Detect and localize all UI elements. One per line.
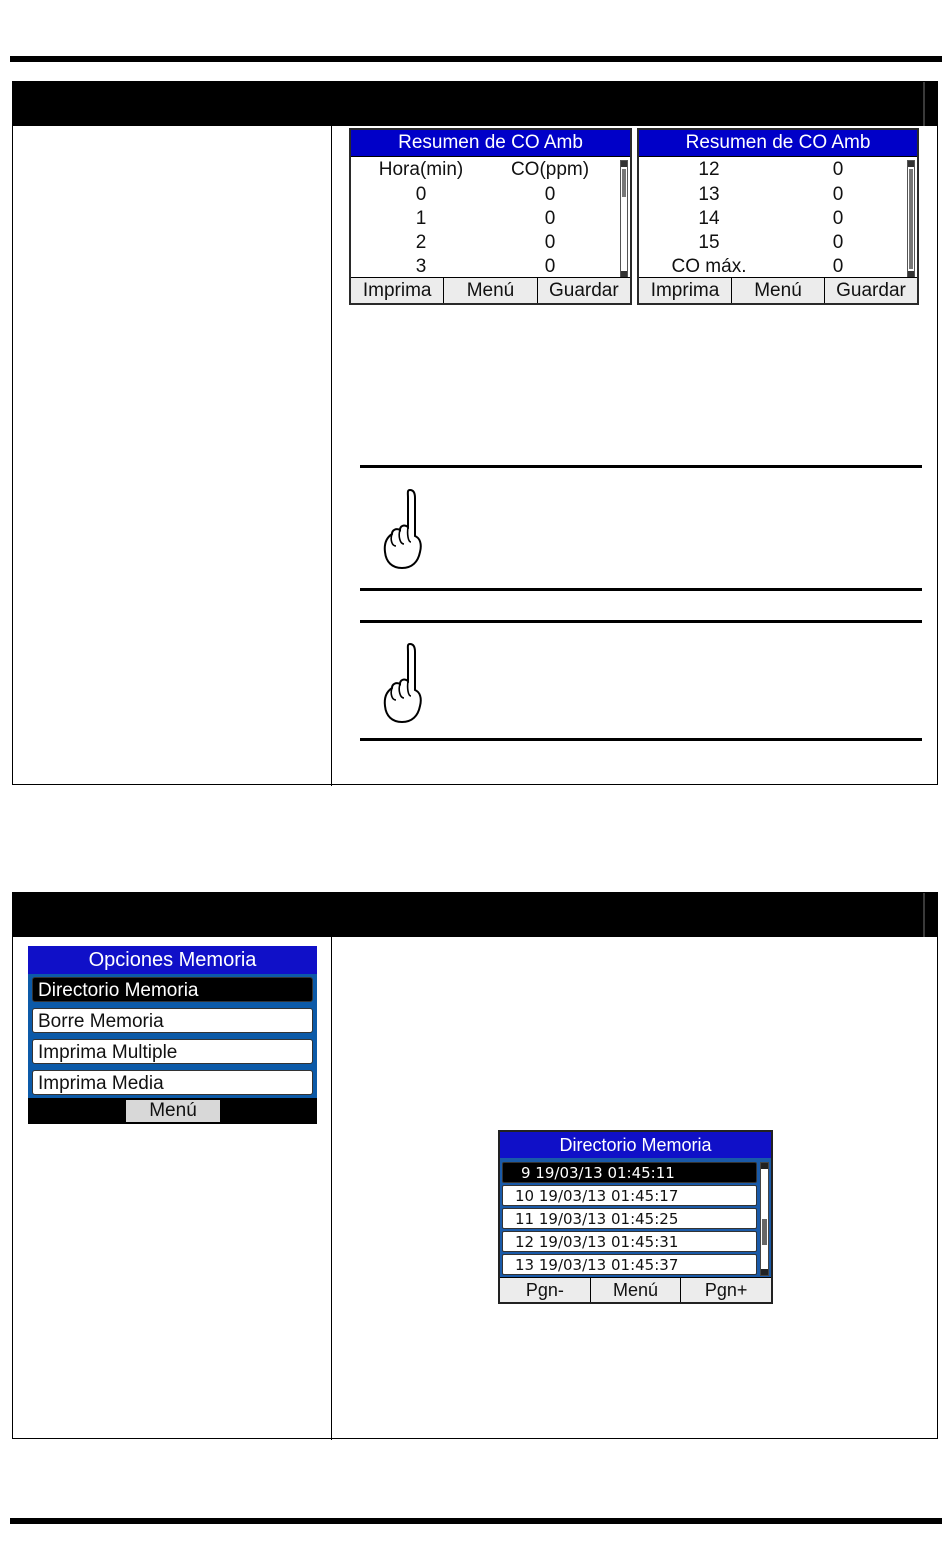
menu-item-imprima-media[interactable]: Imprima Media xyxy=(32,1070,313,1095)
menu-list xyxy=(28,974,317,1098)
list-item[interactable]: 12 19/03/13 01:45:31 xyxy=(502,1231,757,1252)
screen-title: Opciones Memoria xyxy=(28,946,317,974)
screen-title: Resumen de CO Amb xyxy=(639,130,917,157)
pointing-hand-icon xyxy=(380,640,428,726)
memory-directory-screen xyxy=(498,1130,773,1304)
table-row: 15 0 xyxy=(698,232,844,253)
screen-footer xyxy=(351,277,630,303)
menu-item-directorio-memoria[interactable]: Directorio Memoria xyxy=(32,977,313,1002)
table-row: 1 0 xyxy=(415,208,556,229)
page-next-button[interactable]: Pgn+ xyxy=(681,1278,771,1302)
scrollbar[interactable] xyxy=(620,160,628,278)
scrollbar[interactable] xyxy=(907,160,915,278)
menu-button[interactable]: Menú xyxy=(732,278,825,303)
list-item[interactable]: 9 19/03/13 01:45:11 xyxy=(502,1162,757,1183)
screen-title: Resumen de CO Amb xyxy=(351,130,630,157)
col-header-hora: Hora(min) xyxy=(378,159,464,180)
screen-footer xyxy=(28,1098,317,1124)
menu-item-borre-memoria[interactable]: Borre Memoria xyxy=(32,1008,313,1033)
directory-list xyxy=(502,1160,757,1278)
pointing-hand-icon xyxy=(380,486,428,572)
co-summary-screen-left xyxy=(349,128,632,305)
list-item[interactable]: 10 19/03/13 01:45:17 xyxy=(502,1185,757,1206)
co-summary-screen-right xyxy=(637,128,919,305)
table-row: 12 0 xyxy=(698,159,844,180)
screen-footer xyxy=(500,1277,771,1302)
print-button[interactable]: Imprima xyxy=(639,278,732,303)
section-header-bar xyxy=(13,82,937,126)
list-item[interactable]: 13 19/03/13 01:45:37 xyxy=(502,1254,757,1275)
column-divider xyxy=(331,126,332,786)
screen-footer xyxy=(639,277,917,303)
column-divider xyxy=(331,937,332,1440)
menu-button[interactable]: Menú xyxy=(444,278,537,303)
menu-button[interactable]: Menú xyxy=(591,1278,682,1302)
memory-options-screen xyxy=(28,946,317,1124)
table-row: 2 0 xyxy=(415,232,556,253)
screen-title: Directorio Memoria xyxy=(500,1132,771,1158)
note-rule xyxy=(360,620,922,623)
table-row-co-max: CO máx. 0 xyxy=(671,256,844,277)
print-button[interactable]: Imprima xyxy=(351,278,444,303)
table-row: 13 0 xyxy=(698,184,844,205)
section-header-bar xyxy=(13,893,937,937)
note-rule xyxy=(360,465,922,468)
table-row: 14 0 xyxy=(698,208,844,229)
save-button[interactable]: Guardar xyxy=(538,278,630,303)
col-header-co: CO(ppm) xyxy=(510,159,590,180)
menu-item-imprima-multiple[interactable]: Imprima Multiple xyxy=(32,1039,313,1064)
menu-button[interactable]: Menú xyxy=(126,1100,220,1122)
table-row: 3 0 xyxy=(415,256,556,277)
save-button[interactable]: Guardar xyxy=(825,278,917,303)
list-item[interactable]: 11 19/03/13 01:45:25 xyxy=(502,1208,757,1229)
bottom-rule xyxy=(10,1518,942,1524)
note-rule xyxy=(360,738,922,741)
note-rule xyxy=(360,588,922,591)
scrollbar[interactable] xyxy=(760,1162,769,1276)
table-header-row xyxy=(351,158,616,182)
table-row: 0 0 xyxy=(415,184,556,205)
page-prev-button[interactable]: Pgn- xyxy=(500,1278,591,1302)
top-rule xyxy=(10,56,942,62)
